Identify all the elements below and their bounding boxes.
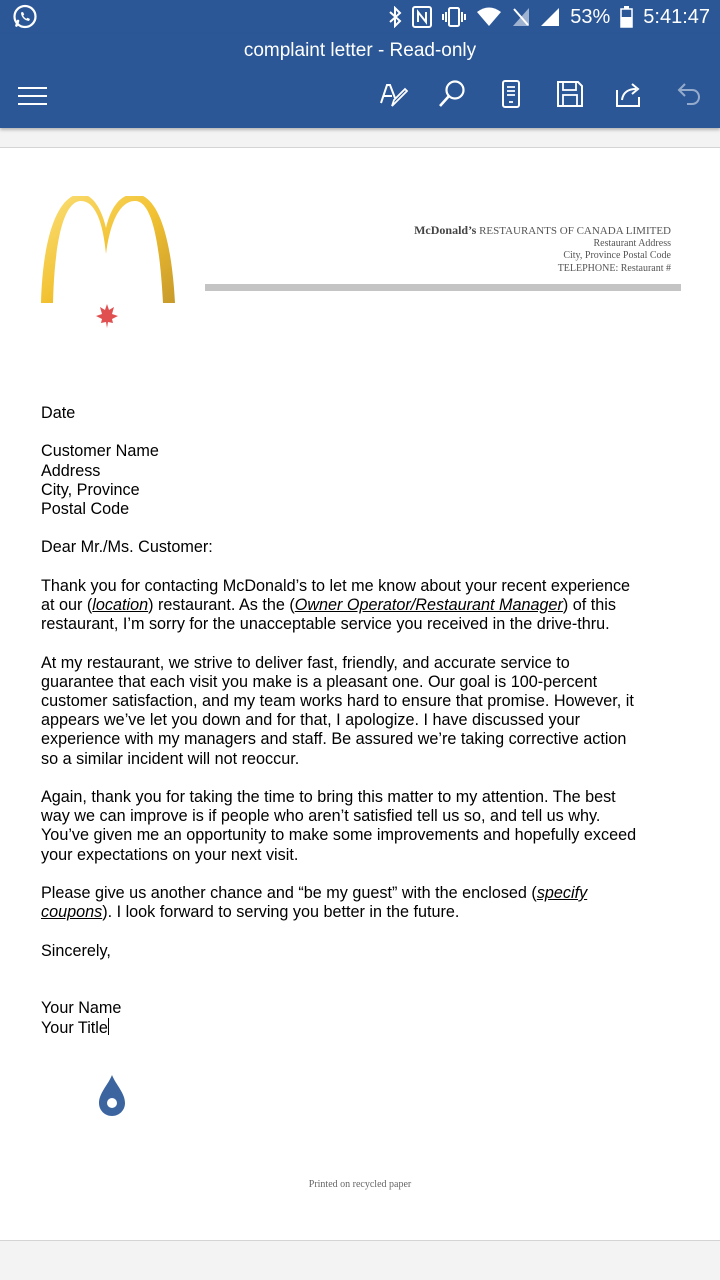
bluetooth-icon [388,6,402,28]
save-icon [555,79,585,109]
battery-icon [620,6,633,28]
recipient-block [41,442,641,519]
signature-space [41,980,641,999]
salutation: Dear Mr./Ms. Customer: [41,538,213,557]
location-placeholder: location [92,595,149,614]
whatsapp-icon[interactable] [12,4,38,30]
clock: 5:41:47 [643,5,710,28]
restaurant-city: City, Province Postal Code [563,250,671,261]
share-icon [614,79,644,109]
recipient-city: City, Province [41,480,140,499]
selection-handle[interactable] [98,1075,126,1117]
menu-icon[interactable] [18,86,48,106]
mobile-view-button[interactable] [495,78,527,110]
search-button[interactable] [436,78,468,110]
paragraph-4: Please give us another chance and “be my guest” with the enclosed (specify coupons). I look forward to serving you better in the future. [41,883,588,922]
edit-button[interactable] [377,78,409,110]
mobile-view-icon [496,79,526,109]
signature-block [41,999,641,1038]
app-bar [0,34,720,128]
document-page[interactable] [0,147,720,1241]
nfc-icon [412,6,432,28]
maple-leaf-icon [96,304,118,328]
paragraph-3: Again, thank you for taking the time to bring this matter to my attention. The best way we can improve is if people who aren’t satisfied tell us so, and tell us why. You’ve given me an opportunity to make some improvements and hopefully exceed your expectations on your next visit. [41,787,637,864]
wifi-icon [476,7,502,27]
status-bar [0,0,720,34]
letter-body [41,404,641,1039]
recipient-postal: Postal Code [41,500,130,518]
letterhead [414,224,671,275]
letter-date: Date [41,404,76,422]
document-title: complaint letter - Read-only [243,40,477,61]
restaurant-telephone: TELEPHONE: Restaurant # [557,262,671,274]
paragraph-2: At my restaurant, we strive to deliver fast, friendly, and accurate service to guarantee that each visit you make is a pleasant one. Our goal is 100-percent customer satisfaction, and my team works hard to ensure that promise. However, it appears we’ve let you down and for that, I apologize. I have discussed your experience with my managers and staff. Be assured we’re taking corrective action so a similar incident will not reoccur. [41,653,634,768]
role-placeholder: Owner Operator/Restaurant Manager [294,595,563,614]
recipient-name: Customer Name [41,442,159,461]
no-sim-icon [512,7,530,27]
company-name: RESTAURANTS OF CANADA LIMITED [479,225,671,237]
restaurant-address: Restaurant Address [593,237,671,249]
signer-title: Your Title [41,1019,108,1038]
signal-icon [540,7,560,27]
undo-icon [673,79,703,109]
letterhead-rule [205,284,681,291]
share-button[interactable] [613,78,645,110]
signer-name: Your Name [41,999,122,1018]
paragraph-1: Thank you for contacting McDonald’s to let me know about your recent experience at our (location) restaurant. As the (Owner Operator/Restaurant Manager) of this restaurant, I’m sorry for the unacceptable service you received in the drive-thru. [41,576,631,634]
brand-name: McDonald’s [414,223,477,237]
save-button[interactable] [554,78,586,110]
toolbar [377,78,704,110]
undo-button[interactable] [672,78,704,110]
closing: Sincerely, [41,941,111,960]
battery-percent: 53% [570,5,611,28]
text-cursor [108,1018,110,1035]
recipient-address: Address [41,461,101,480]
search-icon [437,79,467,109]
footer-note: Printed on recycled paper [308,1179,412,1190]
edit-pen-icon [378,79,408,109]
mcdonalds-logo [40,196,184,336]
coupons-placeholder: specify coupons [41,883,588,922]
vibrate-icon [442,7,466,27]
